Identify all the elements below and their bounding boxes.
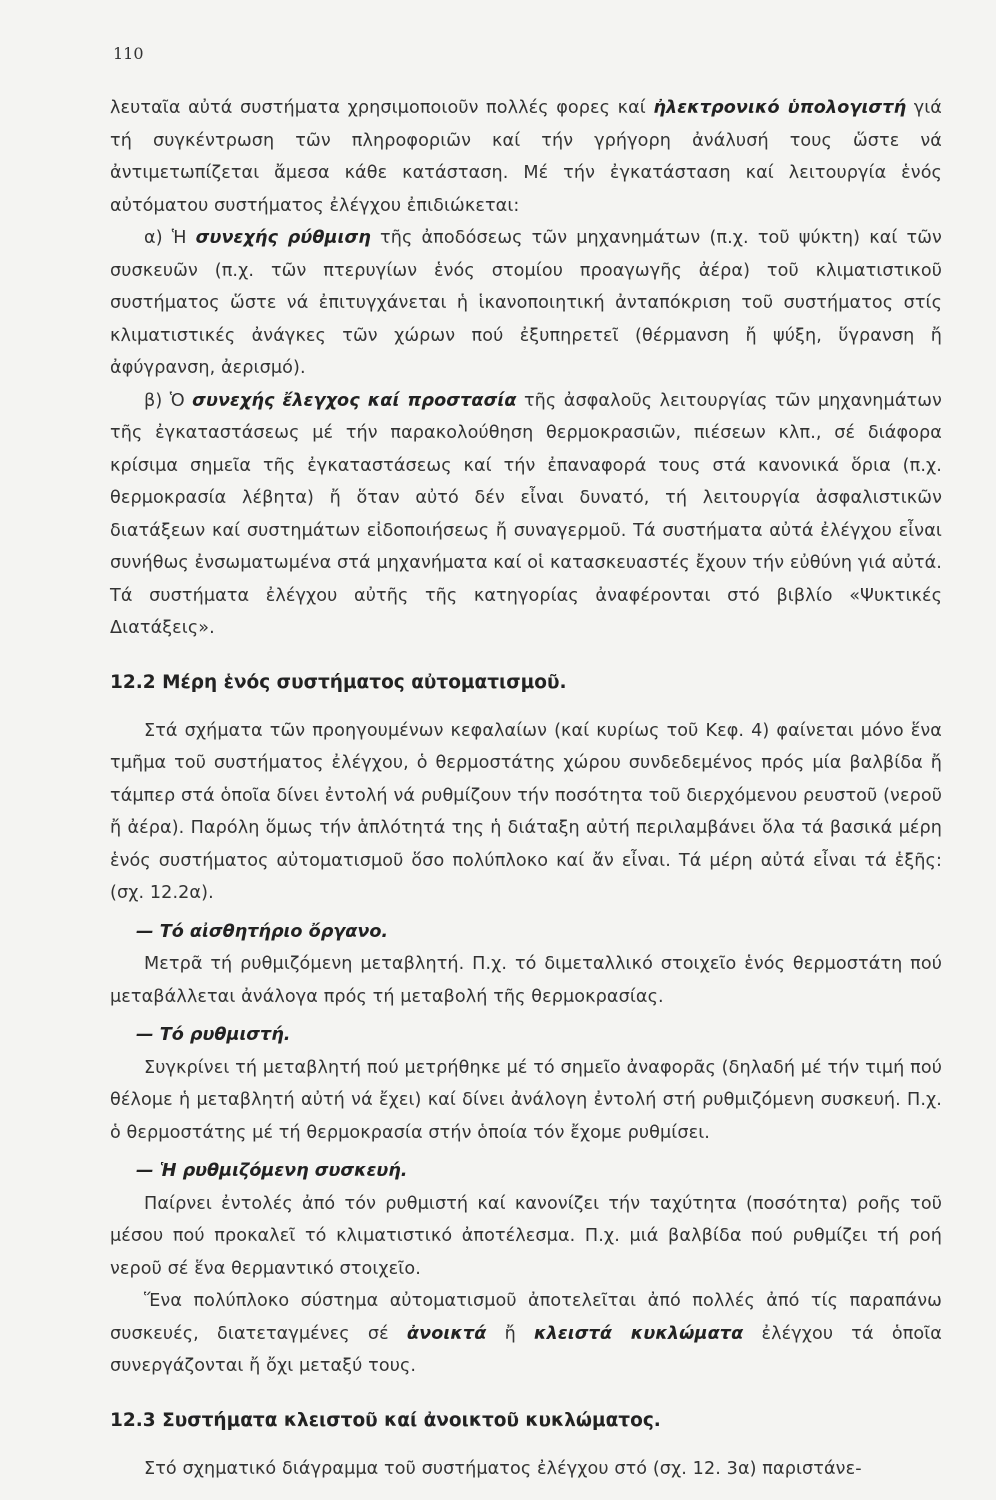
emphasis-continuous-regulation: συνεχής ρύθμιση [195,228,371,248]
item-sensor-text: Μετρᾶ τή ρυθμιζόμενη μεταβλητή. Π.χ. τό διμεταλλικό στοιχεῖο ἑνός θερμοστάτη πού μεταβάλλεται ἀνάλογα πρός τή μεταβολή τῆς θερμοκρασίας. [110,954,942,1007]
intro-paragraph: λευταῖα αὐτά συστήματα χρησιμοποιοῦν πολλές φορες καί ἠλεκτρονικό ὑπολογιστή γιά τή συγκέντρωση τῶν πληροφοριῶν καί τήν γρήγορη ἀνάλυσή τους ὥστε νά ἀντιμετωπίζεται ἄμεσα κάθε κατάσταση. Μέ τήν ἐγκατάσταση καί λειτουργία ἑνός αὐτόματου συστήματος ἐλέγχου ἐπιδιώκεται: [110,98,942,216]
page-number: 110 [113,44,144,63]
emphasis-electronic-computer: ἠλεκτρονικό ὑπολογιστή [653,98,907,118]
emphasis-continuous-control: συνεχής ἔλεγχος καί προστασία [192,390,517,411]
closing-paragraph: Ἕνα πολύπλοκο σύστημα αὐτοματισμοῦ ἀποτελεῖται ἀπό πολλές ἀπό τίς παραπάνω συσκευές, διατεταγμένες σέ ἀνοικτά ἤ κλειστά κυκλώματα ἐλέγχου τά ὁποῖα συνεργάζονται ἤ ὄχι μεταξύ τους. [110,1291,943,1376]
item-sensor-title: — Τό αἰσθητήριο ὄργανο. [136,921,389,942]
item-b-paragraph: β) Ὁ συνεχής ἔλεγχος καί προστασία τῆς ἀσφαλοῦς λειτουργίας τῶν μηχανημάτων τῆς ἐγκαταστάσεως μέ τήν παρακολούθηση θερμοκρασιῶν, πιέσεων κλπ., σέ διάφορα κρίσιμα σημεῖα τῆς ἐγκαταστάσεως καί τήν ἐπαναφορά τους στά κανονικά ὅρια (π.χ. θερμοκρασία λέβητα) ἤ ὅταν αὐτό δέν εἶναι δυνατό, τή λειτουργία ἀσφαλιστικῶν διατάξεων καί συστημάτων εἰδοποιήσεως ἤ συναγερμοῦ. Τά συστήματα αὐτά ἐλέγχου εἶναι συνήθως ἐνσωματωμένα στά μηχανήματα καί οἱ κατασκευαστές ἔχουν τήν εὐθύνη γιά αὐτά. Τά συστήματα ἐλέγχου αὐτῆς τῆς κατηγορίας ἀναφέρονται στό βιβλίο «Ψυκτικές Διατάξεις». [110,390,942,638]
item-controller-title: — Τό ρυθμιστή. [136,1025,291,1045]
section-12-3-paragraph: Στό σχηματικό διάγραμμα τοῦ συστήματος ἐλέγχου στό (σχ. 12. 3α) παριστάνε- [144,1458,862,1479]
item-a-paragraph: α) Ἡ συνεχής ρύθμιση τῆς ἀποδόσεως τῶν μηχανημάτων (π.χ. τοῦ ψύκτη) καί τῶν συσκευῶν (π.χ. τῶν πτερυγίων ἑνός στομίου προαγωγῆς ἀέρα) τοῦ κλιματιστικοῦ συστήματος ὥστε νά ἐπιτυγχάνεται ἡ ἱκανοποιητική ἀνταπόκριση τοῦ συστήματος στίς κλιματιστικές ἀνάγκες τῶν χώρων πού ἐξυπηρετεῖ (θέρμανση ἤ ψύξη, ὕγρανση ἤ ἀφύγρανση, ἀερισμό). [110,228,942,378]
item-controller-text: Συγκρίνει τή μεταβλητή πού μετρήθηκε μέ τό σημεῖο ἀναφορᾶς (δηλαδή μέ τήν τιμή πού θέλομε ἡ μεταβλητή αὐτή νά ἔχει) καί δίνει ἀνάλογη ἐντολή στή ρυθμιζόμενη συσκευή. Π.χ. ὁ θερμοστάτης μέ τή θερμοκρασία στήν ὁποία τόν ἔχομε ρυθμίσει. [110,1057,942,1143]
emphasis-closed-loops: κλειστά κυκλώματα [534,1323,744,1344]
page-body [110,92,942,1485]
item-controlled-device-title: — Ἡ ρυθμιζόμενη συσκευή. [136,1161,408,1181]
section-12-2-paragraph: Στά σχήματα τῶν προηγουμένων κεφαλαίων (καί κυρίως τοῦ Κεφ. 4) φαίνεται μόνο ἕνα τμῆμα τοῦ συστήματος ἐλέγχου, ὁ θερμοστάτης χώρου συνδεδεμένος πρός μία βαλβίδα ἤ τάμπερ στά ὁποῖα δίνει ἐντολή νά ρυθμίζουν τήν ποσότητα τοῦ διερχόμενου ρευστοῦ (νεροῦ ἤ ἀέρα). Παρόλη ὅμως τήν ἁπλότητά της ἡ διάταξη αὐτή περιλαμβάνει ὅλα τά βασικά μέρη ἑνός συστήματος αὐτοματισμοῦ ὅσο πολύπλοκο καί ἄν εἶναι. Τά μέρη αὐτά εἶναι τά ἑξῆς: (σχ. 12.2α). [110,720,942,903]
section-heading-12-3: 12.3 Συστήματα κλειστοῦ καί ἀνοικτοῦ κυκλώματος. [110,1409,661,1431]
item-controlled-device-text: Παίρνει ἐντολές ἀπό τόν ρυθμιστή καί κανονίζει τήν ταχύτητα (ποσότητα) ροῆς τοῦ μέσου πού προκαλεῖ τό κλιματιστικό ἀποτέλεσμα. Π.χ. μιά βαλβίδα πού ρυθμίζει τή ροή νεροῦ σέ ἕνα θερμαντικό στοιχεῖο. [110,1193,942,1279]
section-heading-12-2: 12.2 Μέρη ἑνός συστήματος αὐτοματισμοῦ. [110,671,567,693]
emphasis-open: ἀνοικτά [406,1323,487,1344]
